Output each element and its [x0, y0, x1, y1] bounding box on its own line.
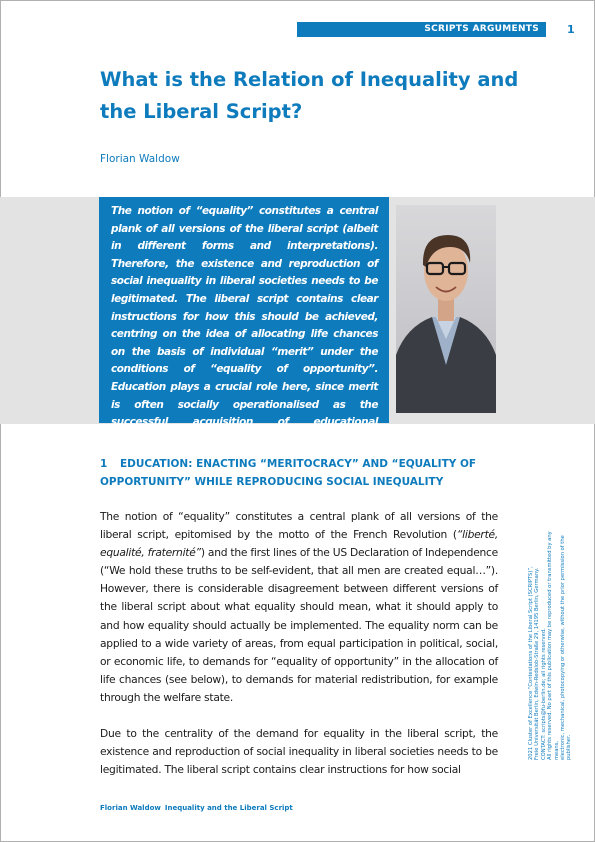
- copyright-line: 2021 Cluster of Excellence “Contestations of the Liberal Script (SCRIPTS)”,: [528, 566, 534, 760]
- abstract-text: The notion of “equality” constitutes a central plank of all versions of the liberal script (albeit in different forms and interpretations). Therefore, the existence and reproduction of social inequality in liberal societies needs to be legitimated. The liberal script contains clear instructions for how this should be achieved, centring on the idea of allocating life chances on the basis of individual “merit” under the conditions of “equality of opportunity”. Education plays a crucial role here, since merit is often socially operationalised as the successful acquisition of educational certificates.: [111, 205, 378, 446]
- author-photo: [396, 205, 496, 413]
- footer-title: Inequality and the Liberal Script: [164, 804, 293, 812]
- section-title: EDUCATION: ENACTING “MERITOCRACY” AND “EQUALITY OF OPPORTUNITY” WHILE REPRODUCING SOCIAL INEQUALITY: [100, 458, 477, 488]
- section-number: 1: [100, 458, 108, 470]
- page-number: 1: [567, 23, 575, 36]
- copyright-line: CONTACT: scripts@fu-berlin.de; all rights reserved.: [540, 628, 547, 760]
- paragraph-1-rest: ) and the first lines of the US Declaration of Independence (“We hold these truths to be self-evident, that all men are created equal…”). However, there is considerable disagreement between different versions of the liberal script about what equality should mean, what it should apply to and how equality should actually be implemented. The equality norm can be applied to a wide variety of areas, from equal participation in political, social, or economic life, to demands for “equality of opportunity” in the allocation of life chances (see below), to demands for material redistribution, for example through the welfare state.: [100, 546, 498, 704]
- copyright-line: Freie Universität Berlin, Edwin-Redslob-Straße 29, 14195 Berlin, Germany.: [534, 567, 541, 760]
- author-name: Florian Waldow: [100, 153, 180, 165]
- french-motto: “liberté, equalité, fraternité”: [100, 528, 498, 560]
- copyright-note: [528, 515, 573, 760]
- page-footer: [100, 804, 297, 812]
- body-text: [100, 508, 498, 797]
- abstract-box: [99, 197, 389, 446]
- copyright-line: All rights reserved. No part of this publication may be reproduced or transmitted by any means,: [547, 531, 560, 760]
- page-title: What is the Relation of Inequality and the Liberal Script?: [100, 68, 519, 123]
- paragraph-1-start: The notion of “equality” constitutes a central plank of all versions of the liberal script, epitomised by the motto of the French Revolution (: [100, 510, 498, 542]
- paragraph-2: Due to the centrality of the demand for equality in the liberal script, the existence and reproduction of social inequality in liberal societies needs to be legitimated. The liberal script contains clear instructions for how social: [100, 727, 498, 777]
- section-label-bar: SCRIPTS ARGUMENTS: [297, 22, 546, 37]
- copyright-line: electronic, mechanical, photocopying or otherwise, without the prior permission of the publisher.: [560, 535, 573, 760]
- paragraph-1: [100, 508, 498, 707]
- footer-author: Florian Waldow: [100, 804, 161, 812]
- author-portrait-image: [396, 205, 496, 413]
- section-heading: [100, 456, 500, 491]
